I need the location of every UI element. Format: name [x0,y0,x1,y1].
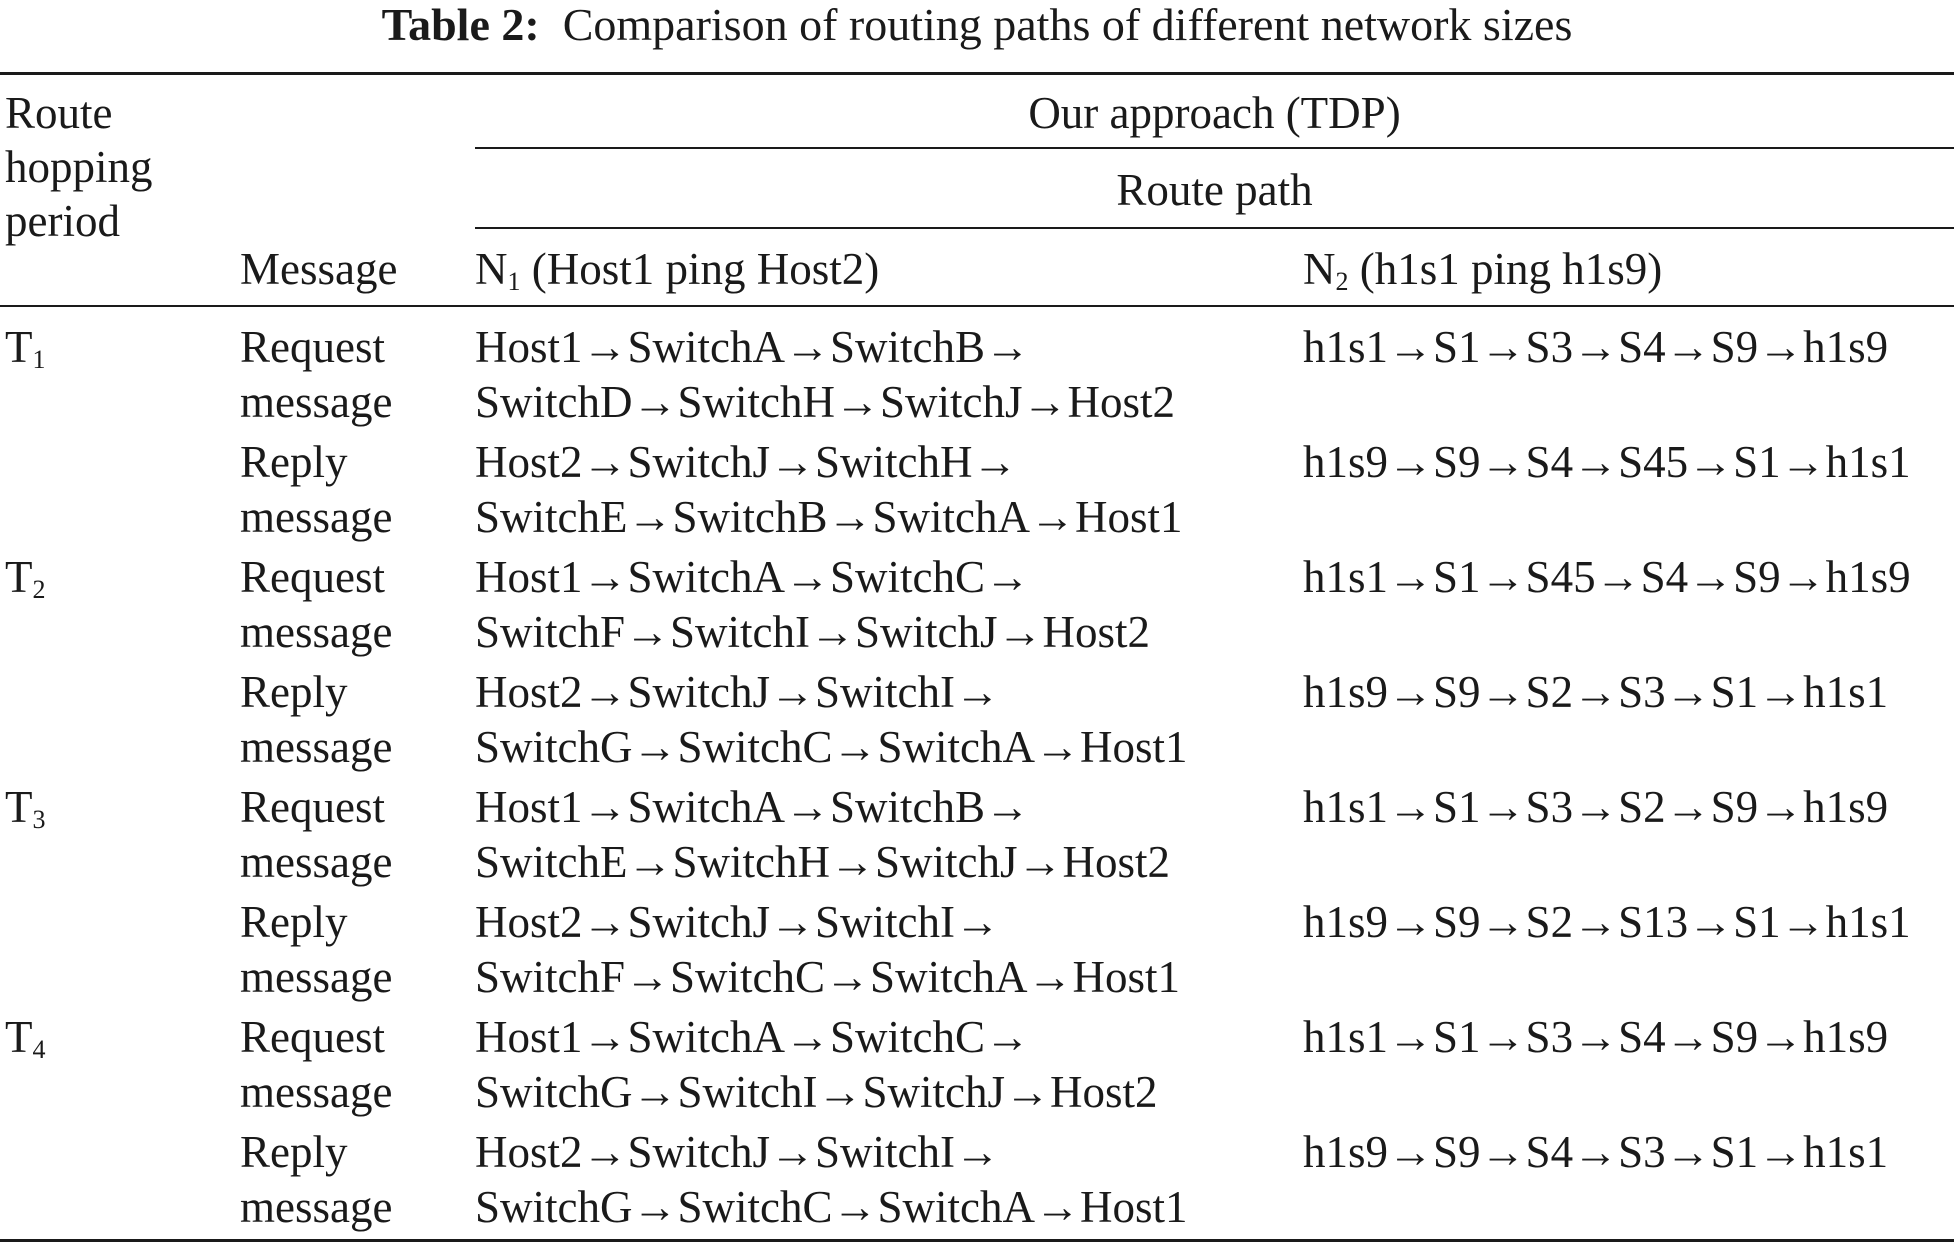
n1-route-path: Host2→SwitchJ→SwitchH→ [475,437,1018,487]
n2-route-path: h1s9→S9→S2→S13→S1→h1s1 [1303,897,1911,947]
message-cell: Request [240,552,385,602]
n1-route-path: Host2→SwitchJ→SwitchI→ [475,1127,1001,1177]
n1-route-path: SwitchG→SwitchI→SwitchJ→Host2 [475,1067,1158,1117]
message-cell: Request [240,322,385,372]
header-period-line-3: period [5,196,120,246]
n2-route-path: h1s9→S9→S4→S45→S1→h1s1 [1303,437,1911,487]
message-cell: message [240,837,393,887]
message-cell: message [240,377,393,427]
header-bottom-rule [0,305,1954,307]
n2-route-path: h1s1→S1→S45→S4→S9→h1s9 [1303,552,1911,602]
message-cell: Request [240,782,385,832]
message-cell: message [240,1067,393,1117]
period-cell: $T_3$ [5,782,46,834]
message-cell: message [240,607,393,657]
message-cell: Reply [240,1127,348,1177]
header-route-path: Route path [1116,165,1313,215]
caption-label: Table 2: [381,0,540,50]
header-n2: $N_2$ (h1s1 ping h1s9) [1303,244,1663,296]
n1-route-path: SwitchF→SwitchC→SwitchA→Host1 [475,952,1181,1002]
route-path-rule [475,227,1954,229]
period-cell: $T_4$ [5,1012,46,1064]
n2-route-path: h1s9→S9→S2→S3→S1→h1s1 [1303,667,1889,717]
n1-route-path: Host1→SwitchA→SwitchB→ [475,782,1031,832]
n1-route-path: Host1→SwitchA→SwitchC→ [475,552,1031,602]
n1-route-path: Host1→SwitchA→SwitchB→ [475,322,1031,372]
message-cell: Reply [240,897,348,947]
table-caption [0,0,1954,50]
header-period-line-2: hopping [5,142,153,192]
message-cell: Reply [240,437,348,487]
n1-route-path: SwitchF→SwitchI→SwitchJ→Host2 [475,607,1151,657]
message-cell: message [240,722,393,772]
message-cell: Reply [240,667,348,717]
caption-text: Comparison of routing paths of different network sizes [562,0,1573,50]
n1-route-path: SwitchG→SwitchC→SwitchA→Host1 [475,722,1188,772]
n2-route-path: h1s1→S1→S3→S4→S9→h1s9 [1303,322,1889,372]
period-cell: $T_1$ [5,322,46,374]
n2-route-path: h1s9→S9→S4→S3→S1→h1s1 [1303,1127,1889,1177]
header-our-approach: Our approach (TDP) [1028,88,1401,138]
top-rule [0,72,1954,75]
n1-route-path: SwitchE→SwitchB→SwitchA→Host1 [475,492,1183,542]
n2-route-path: h1s1→S1→S3→S4→S9→h1s9 [1303,1012,1889,1062]
n1-route-path: Host1→SwitchA→SwitchC→ [475,1012,1031,1062]
n1-route-path: SwitchD→SwitchH→SwitchJ→Host2 [475,377,1176,427]
header-n1: $N_1$ (Host1 ping Host2) [475,244,880,296]
n2-route-path: h1s1→S1→S3→S2→S9→h1s9 [1303,782,1889,832]
message-cell: message [240,1182,393,1232]
n1-route-path: SwitchG→SwitchC→SwitchA→Host1 [475,1182,1188,1232]
message-cell: message [240,492,393,542]
n1-route-path: SwitchE→SwitchH→SwitchJ→Host2 [475,837,1171,887]
message-cell: Request [240,1012,385,1062]
message-cell: message [240,952,393,1002]
bottom-rule [0,1239,1954,1242]
approach-rule [475,147,1954,149]
n1-route-path: Host2→SwitchJ→SwitchI→ [475,667,1001,717]
header-message: Message [240,244,398,294]
n1-route-path: Host2→SwitchJ→SwitchI→ [475,897,1001,947]
period-cell: $T_2$ [5,552,46,604]
header-period-line-1: Route [5,88,113,138]
